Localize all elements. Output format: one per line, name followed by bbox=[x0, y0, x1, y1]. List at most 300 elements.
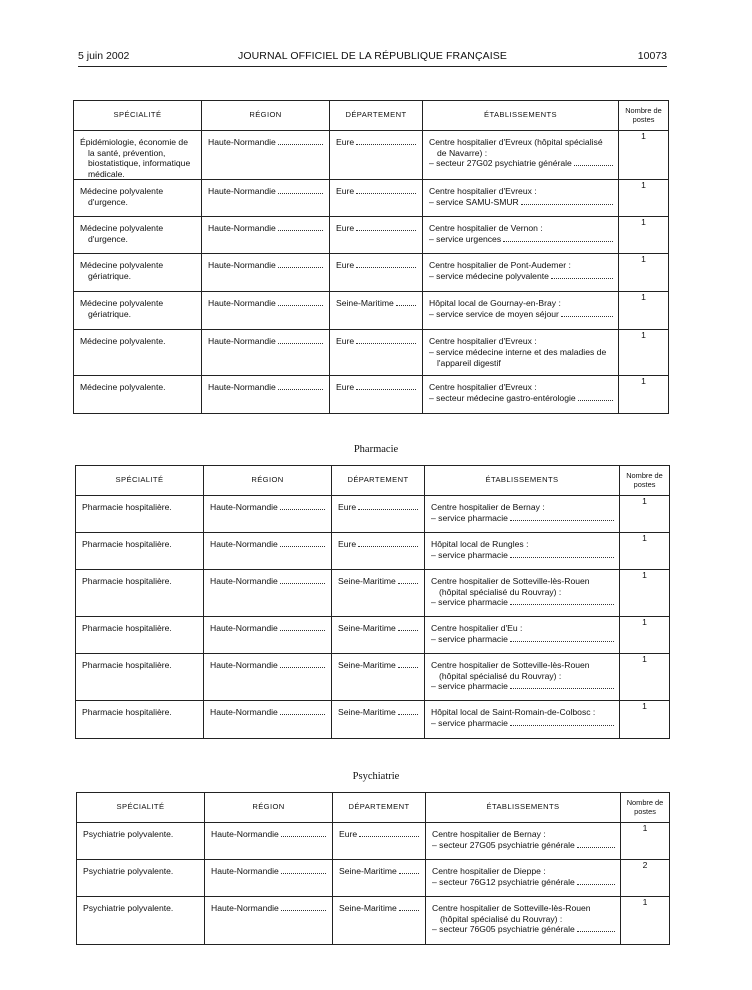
region-cell bbox=[202, 330, 330, 376]
region-cell bbox=[204, 570, 332, 617]
departement-cell bbox=[332, 654, 425, 701]
etablissement-wrap bbox=[423, 217, 618, 244]
leader-dots bbox=[510, 724, 614, 726]
etablissement-wrap bbox=[423, 254, 618, 281]
leader-dots bbox=[398, 713, 418, 715]
departement-wrap bbox=[332, 617, 424, 634]
leader-dots bbox=[356, 192, 416, 194]
etablissement-wrap bbox=[423, 180, 618, 207]
etablissement-service-line bbox=[429, 158, 613, 169]
leader-dots bbox=[356, 143, 416, 145]
region-wrap bbox=[204, 570, 331, 587]
postes-cell bbox=[621, 860, 670, 897]
leader-dots bbox=[510, 687, 614, 689]
leader-dots bbox=[356, 342, 416, 344]
leader-dots bbox=[278, 342, 323, 344]
etablissement-wrap bbox=[426, 897, 620, 935]
specialite-wrap bbox=[74, 292, 201, 319]
etablissement-service-line bbox=[431, 597, 614, 608]
departement-wrap bbox=[333, 897, 425, 914]
leader-dots bbox=[356, 266, 416, 268]
region-text: Haute-Normandie bbox=[208, 137, 276, 147]
postes-cell bbox=[620, 617, 670, 654]
table-row bbox=[76, 617, 670, 654]
specialite-text: Médecine polyvalente. bbox=[80, 336, 166, 347]
leader-dots bbox=[510, 556, 614, 558]
region-wrap bbox=[204, 654, 331, 671]
etablissement-name: Centre hospitalier de Bernay : bbox=[432, 829, 546, 839]
region-wrap bbox=[204, 617, 331, 634]
postes-value: 2 bbox=[642, 860, 648, 870]
postes-cell bbox=[619, 254, 669, 292]
region-cell bbox=[205, 860, 333, 897]
leader-dots bbox=[551, 277, 613, 279]
col-header-region: RÉGION bbox=[205, 793, 333, 823]
etablissement-wrap bbox=[426, 823, 620, 850]
col-header-etablissements: ÉTABLISSEMENTS bbox=[423, 101, 619, 131]
postes-cell bbox=[620, 654, 670, 701]
leader-dots bbox=[356, 388, 416, 390]
etablissement-service-line bbox=[431, 513, 614, 524]
table-row bbox=[74, 254, 669, 292]
etablissement-service: – secteur 27G02 psychiatrie générale bbox=[429, 158, 572, 169]
leader-dots bbox=[278, 229, 323, 231]
region-wrap bbox=[202, 292, 329, 309]
table-row bbox=[77, 823, 670, 860]
specialite-text: Médecine polyvalente. bbox=[80, 382, 166, 393]
section-title-psychiatrie: Psychiatrie bbox=[352, 771, 400, 782]
medecine-table bbox=[73, 100, 669, 414]
departement-text: Eure bbox=[336, 260, 355, 271]
postes-cell bbox=[620, 496, 670, 533]
departement-wrap bbox=[330, 376, 422, 393]
etablissement-wrap bbox=[423, 131, 618, 169]
etablissement-service-line bbox=[432, 877, 615, 888]
table-row bbox=[74, 330, 669, 376]
region-cell bbox=[202, 292, 330, 330]
etablissement-service: – service pharmacie bbox=[431, 597, 508, 608]
leader-dots bbox=[577, 846, 615, 848]
postes-cell bbox=[619, 217, 669, 254]
leader-dots bbox=[278, 143, 323, 145]
departement-wrap bbox=[332, 654, 424, 671]
specialite-text: Psychiatrie polyvalente. bbox=[83, 829, 174, 839]
region-text: Haute-Normandie bbox=[208, 260, 276, 271]
postes-value: 1 bbox=[642, 617, 647, 627]
specialite-wrap bbox=[77, 823, 204, 840]
table-row bbox=[76, 570, 670, 617]
postes-value: 1 bbox=[642, 496, 647, 506]
region-wrap bbox=[204, 701, 331, 718]
table-row bbox=[76, 533, 670, 570]
etablissement-service: – service médecine polyvalente bbox=[429, 270, 549, 281]
postes-cell bbox=[620, 701, 670, 739]
specialite-cell bbox=[76, 496, 204, 533]
etablissement-wrap bbox=[423, 376, 618, 403]
leader-dots bbox=[399, 909, 419, 911]
etablissement-service-line bbox=[431, 718, 614, 729]
nombre-line1: Nombre de bbox=[626, 798, 664, 808]
departement-cell bbox=[330, 376, 423, 414]
postes-cell bbox=[619, 180, 669, 217]
departement-wrap bbox=[333, 823, 425, 840]
departement-cell bbox=[332, 496, 425, 533]
col-header-departement: DÉPARTEMENT bbox=[332, 466, 425, 496]
region-wrap bbox=[202, 217, 329, 234]
etablissement-name: Hôpital local de Rungles : bbox=[431, 539, 529, 549]
table-row bbox=[77, 860, 670, 897]
table-header-row bbox=[74, 101, 669, 131]
leader-dots bbox=[396, 304, 416, 306]
etablissement-name: Centre hospitalier d'Eu : bbox=[431, 623, 523, 633]
nombre-line2: postes bbox=[632, 114, 655, 124]
leader-dots bbox=[358, 508, 418, 510]
etablissement-cell bbox=[425, 701, 620, 739]
table-header-row bbox=[77, 793, 670, 823]
etablissement-wrap bbox=[423, 292, 618, 319]
table-header-row bbox=[76, 466, 670, 496]
etablissement-wrap bbox=[423, 330, 618, 368]
leader-dots bbox=[399, 872, 419, 874]
specialite-wrap bbox=[76, 496, 203, 513]
departement-text: Seine-Maritime bbox=[336, 298, 394, 309]
specialite-text: Médecine polyvalente gériatrique. bbox=[80, 298, 164, 319]
etablissement-cell bbox=[423, 330, 619, 376]
etablissement-cell bbox=[423, 180, 619, 217]
etablissement-name: Centre hospitalier de Dieppe : bbox=[432, 866, 546, 876]
departement-cell bbox=[333, 860, 426, 897]
etablissement-service-line bbox=[429, 347, 613, 368]
region-wrap bbox=[205, 860, 332, 877]
specialite-wrap bbox=[74, 180, 201, 207]
etablissement-service: – service service de moyen séjour bbox=[429, 308, 559, 319]
table-row bbox=[76, 701, 670, 739]
postes-value: 1 bbox=[642, 654, 647, 664]
leader-dots bbox=[278, 388, 323, 390]
leader-dots bbox=[281, 909, 326, 911]
region-text: Haute-Normandie bbox=[210, 660, 278, 670]
col-header-region: RÉGION bbox=[202, 101, 330, 131]
leader-dots bbox=[281, 835, 326, 837]
postes-value: 1 bbox=[641, 180, 646, 191]
specialite-text: Médecine polyvalente d'urgence. bbox=[80, 186, 164, 207]
nombre-line1: Nombre de bbox=[625, 106, 662, 116]
departement-cell bbox=[330, 131, 423, 180]
table-row bbox=[76, 654, 670, 701]
departement-cell bbox=[330, 330, 423, 376]
etablissement-wrap bbox=[425, 533, 619, 560]
specialite-cell bbox=[77, 897, 205, 945]
region-text: Haute-Normandie bbox=[211, 903, 279, 913]
leader-dots bbox=[278, 304, 323, 306]
specialite-cell bbox=[74, 254, 202, 292]
departement-wrap bbox=[330, 217, 422, 234]
departement-cell bbox=[333, 897, 426, 945]
leader-dots bbox=[280, 713, 325, 715]
leader-dots bbox=[521, 203, 613, 205]
etablissement-service-line bbox=[429, 197, 613, 208]
leader-dots bbox=[280, 666, 325, 668]
region-cell bbox=[204, 533, 332, 570]
departement-text: Eure bbox=[336, 137, 355, 147]
postes-value: 1 bbox=[642, 897, 648, 907]
postes-cell bbox=[620, 570, 670, 617]
region-wrap bbox=[205, 897, 332, 914]
table-row bbox=[74, 217, 669, 254]
etablissement-cell bbox=[426, 823, 621, 860]
departement-cell bbox=[332, 617, 425, 654]
region-wrap bbox=[202, 254, 329, 271]
postes-cell bbox=[619, 330, 669, 376]
etablissement-cell bbox=[425, 570, 620, 617]
leader-dots bbox=[577, 930, 615, 932]
etablissement-cell bbox=[426, 860, 621, 897]
specialite-wrap bbox=[76, 654, 203, 671]
departement-cell bbox=[332, 701, 425, 739]
nombre-line2: postes bbox=[634, 806, 656, 816]
col-header-specialite: SPÉCIALITÉ bbox=[77, 793, 205, 823]
page-header bbox=[78, 50, 667, 66]
etablissement-name: Centre hospitalier d'Evreux : bbox=[429, 382, 537, 393]
etablissement-service: – service pharmacie bbox=[431, 549, 508, 560]
region-cell bbox=[204, 496, 332, 533]
region-cell bbox=[202, 376, 330, 414]
col-header-departement: DÉPARTEMENT bbox=[330, 101, 423, 131]
postes-cell bbox=[619, 292, 669, 330]
nombre-line1: Nombre de bbox=[626, 471, 663, 481]
etablissement-service: – secteur 76G05 psychiatrie générale bbox=[432, 924, 575, 935]
leader-dots bbox=[356, 229, 416, 231]
specialite-cell bbox=[74, 217, 202, 254]
departement-cell bbox=[332, 570, 425, 617]
etablissement-wrap bbox=[425, 654, 619, 692]
departement-wrap bbox=[330, 254, 422, 271]
col-header-region: RÉGION bbox=[204, 466, 332, 496]
specialite-wrap bbox=[74, 376, 201, 393]
region-cell bbox=[205, 897, 333, 945]
specialite-wrap bbox=[76, 570, 203, 587]
departement-cell bbox=[330, 217, 423, 254]
specialite-text: Psychiatrie polyvalente. bbox=[83, 866, 174, 876]
region-wrap bbox=[204, 496, 331, 513]
postes-value: 1 bbox=[641, 254, 646, 265]
postes-value: 1 bbox=[642, 570, 647, 580]
etablissement-wrap bbox=[425, 701, 619, 728]
etablissement-cell bbox=[425, 617, 620, 654]
specialite-cell bbox=[74, 376, 202, 414]
departement-wrap bbox=[330, 131, 422, 148]
etablissement-service-line bbox=[429, 271, 613, 282]
departement-wrap bbox=[332, 701, 424, 718]
region-wrap bbox=[204, 533, 331, 550]
leader-dots bbox=[398, 582, 418, 584]
departement-text: Eure bbox=[336, 336, 355, 347]
region-text: Haute-Normandie bbox=[208, 382, 276, 393]
departement-text: Seine-Maritime bbox=[339, 903, 397, 913]
specialite-wrap bbox=[74, 131, 201, 179]
departement-wrap bbox=[330, 330, 422, 347]
leader-dots bbox=[503, 240, 613, 242]
specialite-cell bbox=[76, 533, 204, 570]
postes-value: 1 bbox=[642, 823, 648, 833]
region-cell bbox=[202, 180, 330, 217]
postes-cell bbox=[621, 897, 670, 945]
section-title-pharmacie: Pharmacie bbox=[353, 444, 399, 455]
leader-dots bbox=[281, 872, 326, 874]
departement-text: Eure bbox=[339, 829, 358, 839]
page-date: 5 juin 2002 bbox=[78, 50, 130, 62]
etablissement-cell bbox=[423, 376, 619, 414]
pharmacie-table bbox=[75, 465, 670, 739]
specialite-cell bbox=[76, 570, 204, 617]
departement-cell bbox=[332, 533, 425, 570]
leader-dots bbox=[574, 164, 613, 166]
etablissement-cell bbox=[423, 131, 619, 180]
region-text: Haute-Normandie bbox=[210, 623, 278, 633]
specialite-cell bbox=[74, 131, 202, 180]
etablissement-cell bbox=[426, 897, 621, 945]
etablissement-name: Hôpital local de Gournay-en-Bray : bbox=[429, 298, 561, 309]
etablissement-name: Centre hospitalier de Sotteville-lès-Rouen (hôpital spécialisé du Rouvray) : bbox=[432, 903, 591, 924]
etablissement-cell bbox=[423, 254, 619, 292]
departement-wrap bbox=[330, 292, 422, 309]
header-rule bbox=[78, 66, 667, 67]
leader-dots bbox=[280, 545, 325, 547]
specialite-text: Pharmacie hospitalière. bbox=[82, 623, 172, 633]
etablissement-name: Centre hospitalier de Sotteville-lès-Rouen (hôpital spécialisé du Rouvray) : bbox=[431, 576, 590, 597]
specialite-cell bbox=[74, 330, 202, 376]
specialite-cell bbox=[76, 617, 204, 654]
table-row bbox=[74, 292, 669, 330]
etablissement-service: – secteur médecine gastro-entérologie bbox=[429, 392, 576, 403]
table-row bbox=[77, 897, 670, 945]
specialite-wrap bbox=[76, 533, 203, 550]
departement-wrap bbox=[332, 533, 424, 550]
region-text: Haute-Normandie bbox=[210, 502, 278, 512]
etablissement-service: – service pharmacie bbox=[431, 717, 508, 728]
col-header-etablissements: ÉTABLISSEMENTS bbox=[426, 793, 621, 823]
etablissement-service: – service SAMU-SMUR bbox=[429, 196, 519, 207]
etablissement-cell bbox=[425, 654, 620, 701]
etablissement-service-line bbox=[432, 840, 615, 851]
col-header-nombre-postes bbox=[620, 466, 670, 496]
leader-dots bbox=[278, 266, 323, 268]
specialite-text: Médecine polyvalente gériatrique. bbox=[80, 260, 164, 281]
specialite-wrap bbox=[77, 897, 204, 914]
region-cell bbox=[204, 617, 332, 654]
etablissement-service-line bbox=[429, 309, 613, 320]
specialite-cell bbox=[74, 180, 202, 217]
leader-dots bbox=[398, 629, 418, 631]
departement-text: Seine-Maritime bbox=[338, 576, 396, 586]
departement-cell bbox=[333, 823, 426, 860]
region-cell bbox=[204, 701, 332, 739]
etablissement-name: Centre hospitalier d'Evreux (hôpital spécialisé de Navarre) : bbox=[429, 137, 603, 158]
region-cell bbox=[202, 217, 330, 254]
leader-dots bbox=[510, 640, 614, 642]
postes-value: 1 bbox=[642, 701, 647, 711]
specialite-cell bbox=[76, 701, 204, 739]
region-text: Haute-Normandie bbox=[208, 336, 276, 347]
etablissement-service-line bbox=[431, 681, 614, 692]
departement-cell bbox=[330, 180, 423, 217]
table-row bbox=[74, 180, 669, 217]
etablissement-name: Centre hospitalier de Vernon : bbox=[429, 223, 543, 234]
departement-text: Eure bbox=[336, 382, 355, 393]
postes-value: 1 bbox=[641, 217, 646, 228]
departement-text: Seine-Maritime bbox=[338, 623, 396, 633]
leader-dots bbox=[398, 666, 418, 668]
etablissement-name: Hôpital local de Saint-Romain-de-Colbosc : bbox=[431, 707, 596, 717]
specialite-text: Pharmacie hospitalière. bbox=[82, 576, 172, 586]
etablissement-name: Centre hospitalier de Sotteville-lès-Rouen (hôpital spécialisé du Rouvray) : bbox=[431, 660, 590, 681]
table-row bbox=[74, 131, 669, 180]
region-text: Haute-Normandie bbox=[210, 707, 278, 717]
etablissement-service-line bbox=[432, 924, 615, 935]
departement-text: Seine-Maritime bbox=[338, 707, 396, 717]
etablissement-cell bbox=[423, 217, 619, 254]
region-text: Haute-Normandie bbox=[210, 539, 278, 549]
etablissement-service: – secteur 76G12 psychiatrie générale bbox=[432, 876, 575, 887]
leader-dots bbox=[358, 545, 418, 547]
departement-wrap bbox=[333, 860, 425, 877]
etablissement-cell bbox=[423, 292, 619, 330]
etablissement-name: Centre hospitalier de Pont-Audemer : bbox=[429, 260, 571, 271]
specialite-cell bbox=[77, 823, 205, 860]
region-text: Haute-Normandie bbox=[211, 866, 279, 876]
etablissement-service: – service pharmacie bbox=[431, 633, 508, 644]
etablissement-service: – service urgences bbox=[429, 233, 502, 244]
departement-text: Eure bbox=[336, 186, 355, 197]
region-text: Haute-Normandie bbox=[208, 186, 276, 197]
leader-dots bbox=[280, 582, 325, 584]
postes-value: 1 bbox=[641, 131, 646, 141]
specialite-text: Pharmacie hospitalière. bbox=[82, 707, 172, 717]
psychiatrie-table bbox=[76, 792, 670, 945]
region-text: Haute-Normandie bbox=[211, 829, 279, 839]
leader-dots bbox=[578, 399, 613, 401]
departement-text: Eure bbox=[338, 539, 357, 549]
leader-dots bbox=[510, 519, 614, 521]
etablissement-service-line bbox=[429, 393, 613, 404]
postes-cell bbox=[621, 823, 670, 860]
postes-value: 1 bbox=[642, 533, 647, 543]
etablissement-wrap bbox=[425, 570, 619, 608]
departement-text: Eure bbox=[338, 502, 357, 512]
etablissement-cell bbox=[425, 496, 620, 533]
postes-value: 1 bbox=[641, 292, 646, 303]
departement-wrap bbox=[332, 496, 424, 513]
specialite-text: Médecine polyvalente d'urgence. bbox=[80, 223, 164, 244]
specialite-wrap bbox=[74, 217, 201, 244]
specialite-cell bbox=[77, 860, 205, 897]
etablissement-wrap bbox=[426, 860, 620, 887]
journal-title: JOURNAL OFFICIEL DE LA RÉPUBLIQUE FRANÇAISE bbox=[238, 50, 507, 62]
etablissement-cell bbox=[425, 533, 620, 570]
postes-value: 1 bbox=[641, 330, 646, 341]
departement-text: Seine-Maritime bbox=[339, 866, 397, 876]
departement-wrap bbox=[332, 570, 424, 587]
region-wrap bbox=[202, 131, 329, 148]
region-wrap bbox=[202, 330, 329, 347]
specialite-cell bbox=[76, 654, 204, 701]
region-cell bbox=[204, 654, 332, 701]
specialite-cell bbox=[74, 292, 202, 330]
nombre-line2: postes bbox=[633, 479, 656, 489]
etablissement-service: – secteur 27G05 psychiatrie générale bbox=[432, 839, 575, 850]
col-header-nombre-postes bbox=[619, 101, 669, 131]
leader-dots bbox=[280, 629, 325, 631]
